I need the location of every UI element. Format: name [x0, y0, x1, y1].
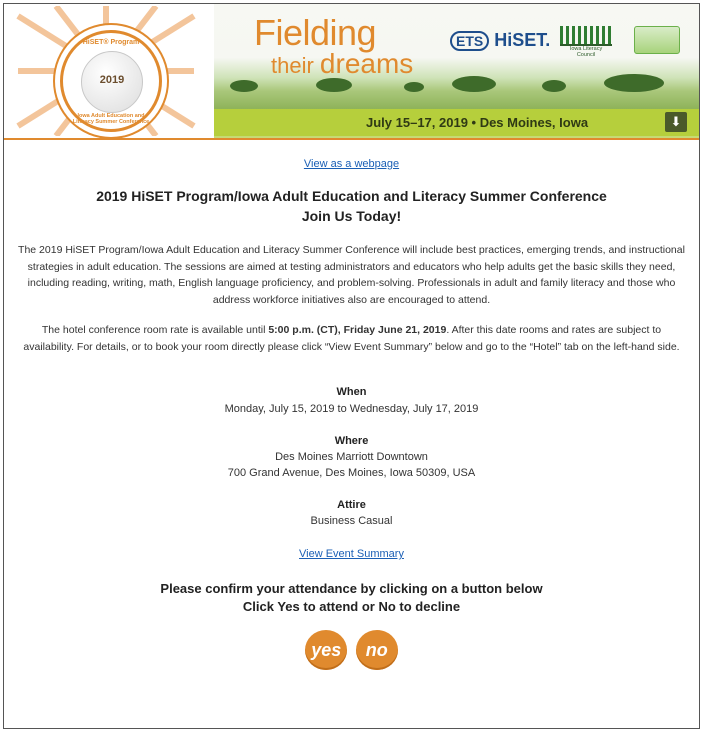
- where-venue: Des Moines Marriott Downtown: [275, 451, 428, 463]
- hotel-paragraph: [16, 322, 687, 355]
- date-location-strip: [214, 109, 699, 136]
- where-label: Where: [334, 435, 369, 447]
- yes-button[interactable]: yes: [305, 630, 347, 670]
- iowa-literacy-council-logo: [560, 26, 612, 56]
- ets-hiset-logo: [450, 30, 550, 51]
- baseball-icon: [81, 51, 143, 113]
- conference-seal: [60, 30, 162, 132]
- headline-their-dreams: [271, 48, 413, 80]
- hotel-deadline: 5:00 p.m. (CT), Friday June 21, 2019: [268, 324, 447, 336]
- field-scene: [214, 4, 699, 138]
- attire-value: Business Casual: [310, 515, 393, 527]
- seal-area: [4, 4, 215, 138]
- headline-dreams: dreams: [319, 48, 414, 79]
- when-label: When: [336, 386, 367, 398]
- confirm-line2: Click Yes to attend or No to decline: [242, 599, 461, 614]
- title-line2: Join Us Today!: [301, 208, 402, 224]
- where-address: 700 Grand Avenue, Des Moines, Iowa 50309, USA: [227, 467, 476, 479]
- view-as-webpage-link[interactable]: View as a webpage: [303, 158, 400, 170]
- seal-year: 2019: [99, 74, 125, 86]
- hotel-text-prefix: The hotel conference room rate is available until: [41, 324, 269, 336]
- when-value: Monday, July 15, 2019 to Wednesday, July 17, 2019: [224, 403, 479, 415]
- skyline-icon: [560, 26, 612, 46]
- intro-paragraph: The 2019 HiSET Program/Iowa Adult Education and Literacy Summer Conference will include best practices, emerging trends, and instructional strategies in adult education. The sessions are aimed at testing administrators and educators who help adults get the basic skills they need, including reading, writing, math, English language proficiency, and problem-solving. Professionals in adult and family literacy and those who address workforce initiatives also are encouraged to attend.: [18, 244, 685, 306]
- email-frame: [3, 3, 700, 729]
- view-event-summary-link[interactable]: View Event Summary: [299, 548, 404, 560]
- date-location-text: July 15–17, 2019 • Des Moines, Iowa: [366, 115, 589, 130]
- no-button[interactable]: no: [356, 630, 398, 670]
- iowa-state-logo: [634, 26, 680, 54]
- attire-label: Attire: [337, 499, 366, 511]
- rsvp-buttons: [4, 630, 699, 670]
- headline-fielding: Fielding: [254, 12, 377, 53]
- confirm-attendance: [4, 580, 699, 616]
- hotel-text-suffix: . After this date rooms and rates are subject to availability. For details, or to book your room directly please click “View Event Summary” below and go to the “Hotel” tab on the left-hand side.: [23, 324, 680, 353]
- conference-banner: [4, 4, 699, 140]
- hiset-logo: HiSET.: [494, 30, 551, 50]
- seal-bottom-text: Iowa Adult Education and Literacy Summer Conference: [72, 113, 150, 126]
- down-arrow-icon[interactable]: ⬇: [665, 112, 687, 132]
- confirm-line1: Please confirm your attendance by clicking on a button below: [160, 581, 543, 596]
- seal-top-text: HiSET® Program: [82, 39, 140, 46]
- title-line1: 2019 HiSET Program/Iowa Adult Education and Literacy Summer Conference: [96, 188, 607, 204]
- ilc-logo-text: Iowa Literacy Council: [569, 46, 603, 58]
- headline-their: their: [271, 53, 314, 78]
- view-as-webpage-link-row: [4, 158, 699, 170]
- event-summary-link-row: [4, 548, 699, 560]
- page-title: [4, 186, 699, 226]
- ets-logo: ETS: [450, 31, 489, 51]
